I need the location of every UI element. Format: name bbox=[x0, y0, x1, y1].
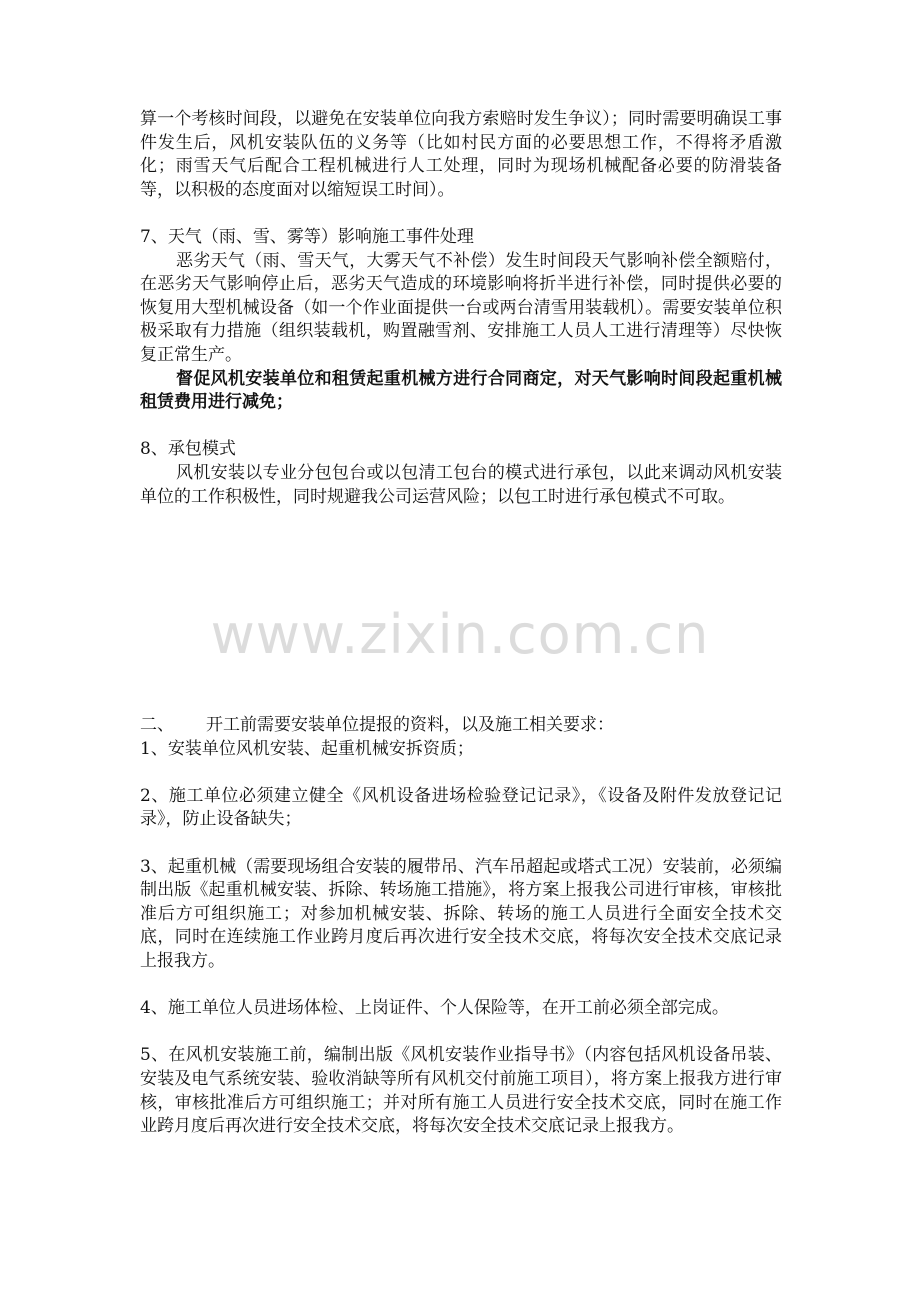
paragraph-gap bbox=[140, 761, 782, 785]
section2-item-5: 5、在风机安装施工前，编制出版《风机安装作业指导书》（内容包括风机设备吊装、安装及电气系统安装、验收消缺等所有风机交付前施工项目），将方案上报我方进行审核，审核批准后方可组织施工；并对所有施工人员进行安全技术交底，同时在施工作业跨月度后再次进行安全技术交底，将每次安全技术交底记录上报我方。 bbox=[140, 1045, 782, 1137]
section2-number: 二、 bbox=[140, 715, 174, 735]
item8-heading: 8、承包模式 bbox=[140, 439, 236, 460]
item7-paragraph: 恶劣天气（雨、雪天气，大雾天气不补偿）发生时间段天气影响补偿全额赔付，在恶劣天气影响停止后，恶劣天气造成的环境影响将折半进行补偿，同时提供必要的恢复用大型机械设备（如一个作业面提供一台或两台清雪用装载机）。需要安装单位积极采取有力措施（组织装载机，购置融雪剂、安排施工人员人工进行清理等）尽快恢复正常生产。 bbox=[140, 250, 782, 365]
section2-item-4: 4、施工单位人员进场体检、上岗证件、个人保险等，在开工前必须全部完成。 bbox=[140, 998, 729, 1019]
section2-heading bbox=[140, 714, 782, 738]
item7-heading: 7、天气（雨、雪、雾等）影响施工事件处理 bbox=[140, 226, 474, 247]
section2-item-2: 2、施工单位必须建立健全《风机设备进场检验登记记录》，《设备及附件发放登记记录》，防止设备缺失； bbox=[140, 785, 782, 830]
item7-bold-paragraph: 督促风机安装单位和租赁起重机械方进行合同商定，对天气影响时间段起重机械租赁费用进行减免； bbox=[140, 368, 782, 413]
item8-paragraph: 风机安装以专业分包包台或以包清工包台的模式进行承包，以此来调动风机安装单位的工作积极性，同时规避我公司运营风险；以包工时进行承包模式不可取。 bbox=[140, 462, 782, 507]
paragraph-gap bbox=[140, 415, 782, 439]
section2-item-1: 1、安装单位风机安装、起重机械安拆资质； bbox=[140, 738, 474, 759]
watermark: www.zixin.com.cn bbox=[210, 603, 710, 666]
paragraph-gap bbox=[140, 832, 782, 856]
paragraph-gap bbox=[140, 974, 782, 998]
paragraph-gap bbox=[140, 1021, 782, 1045]
document-upper-content bbox=[140, 108, 782, 509]
section2-title: 开工前需要安装单位提报的资料，以及施工相关要求： bbox=[206, 715, 614, 735]
paragraph-gap bbox=[140, 202, 782, 226]
intro-paragraph: 算一个考核时间段，以避免在安装单位向我方索赔时发生争议）；同时需要明确误工事件发生后，风机安装队伍的义务等（比如村民方面的必要思想工作，不得将矛盾激化；雨雪天气后配合工程机械进行人工处理，同时为现场机械配备必要的防滑装备等，以积极的态度面对以缩短误工时间）。 bbox=[140, 109, 782, 200]
section2-item-3: 3、起重机械（需要现场组合安装的履带吊、汽车吊超起或塔式工况）安装前，必须编制出版《起重机械安装、拆除、转场施工措施》，将方案上报我公司进行审核，审核批准后方可组织施工；对参加机械安装、拆除、转场的施工人员进行全面安全技术交底，同时在连续施工作业跨月度后再次进行安全技术交底，将每次安全技术交底记录上报我方。 bbox=[140, 856, 782, 971]
section2-content bbox=[140, 714, 782, 1139]
